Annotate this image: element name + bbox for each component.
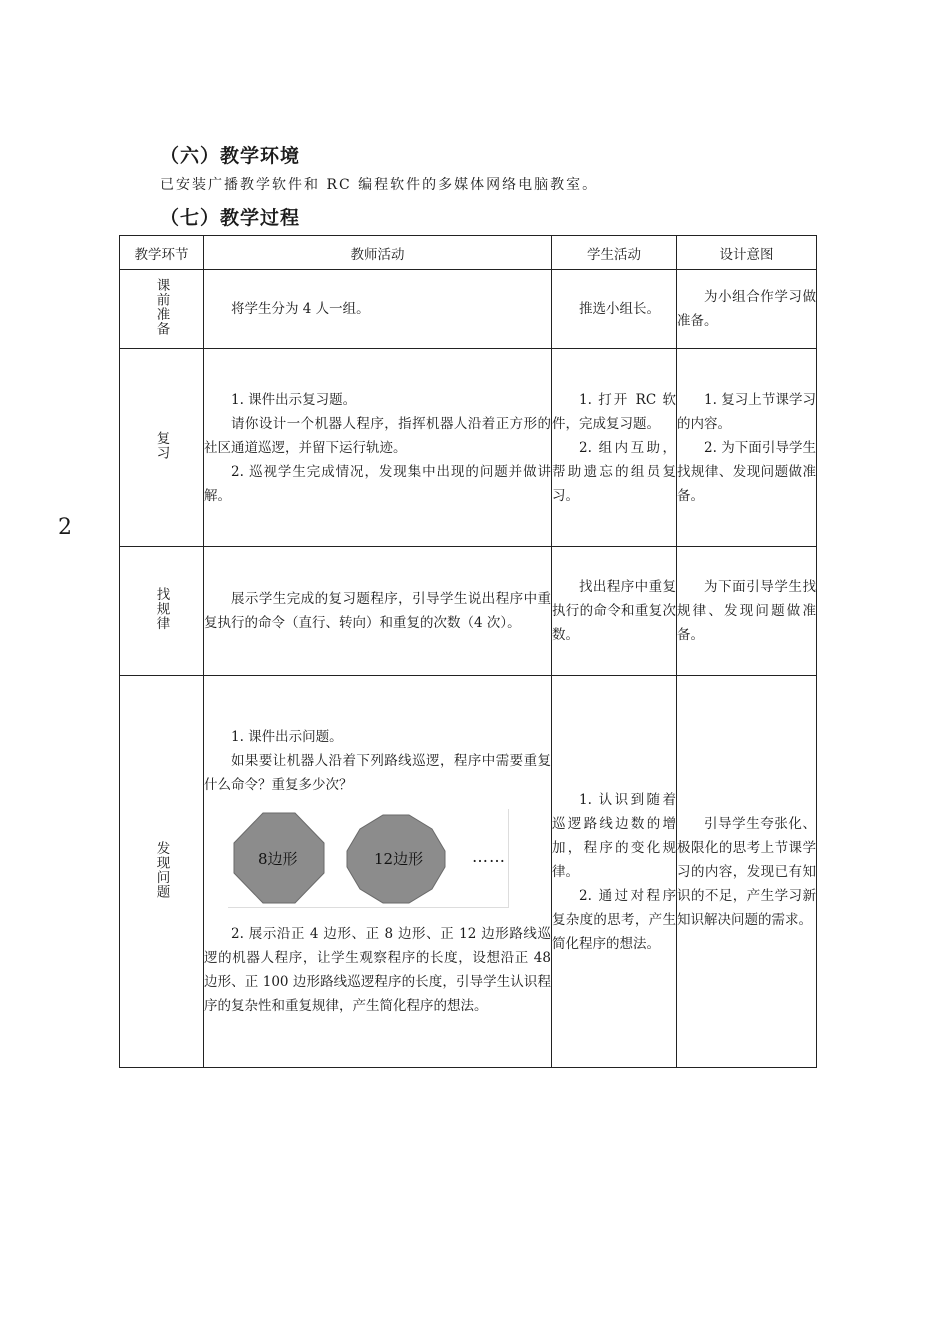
stage-cell [120, 547, 204, 676]
polygon-figure [228, 809, 509, 908]
teacher-paragraph: 1. 课件出示问题。 [231, 729, 343, 745]
student-paragraph: 推选小组长。 [579, 301, 660, 317]
stage-label: 课前准备 [153, 278, 170, 336]
table-row [120, 349, 817, 547]
design-intent-cell [677, 349, 817, 547]
dodecagon-label: 12边形 [374, 850, 424, 868]
stage-cell [120, 349, 204, 547]
student-activity-cell [552, 270, 677, 349]
header-student-activity: 学生活动 [552, 236, 677, 270]
teaching-process-table [119, 235, 817, 1068]
design-intent-cell [677, 270, 817, 349]
stage-cell [120, 676, 204, 1068]
table-row [120, 547, 817, 676]
stage-label: 找规律 [153, 587, 170, 631]
stage-cell [120, 270, 204, 349]
teacher-paragraph: 2. 展示沿正 4 边形、正 8 边形、正 12 边形路线巡逻的机器人程序，让学生观察程序的长度，设想沿正 48 边形、正 100 边形路线巡逻程序的长度，引导学生认识程序的复杂性和重复规律，产生简化程序的想法。 [204, 926, 551, 1014]
intent-paragraph: 引导学生夸张化、极限化的思考上节课学习的内容，发现已有知识的不足，产生学习新知识解决问题的需求。 [677, 815, 816, 928]
teacher-paragraph: 如果要让机器人沿着下列路线巡逻，程序中需要重复什么命令？重复多少次？ [204, 753, 551, 793]
table-row [120, 270, 817, 349]
student-activity-cell [552, 547, 677, 676]
student-activity-cell [552, 676, 677, 1068]
teacher-paragraph: 将学生分为 4 人一组。 [231, 301, 370, 317]
student-paragraph: 2. 组内互助，帮助遗忘的组员复习。 [552, 439, 676, 504]
stage-label: 发现问题 [153, 840, 170, 899]
intent-paragraph: 2. 为下面引导学生找规律、发现问题做准备。 [677, 439, 816, 504]
teacher-activity-cell [204, 676, 552, 1068]
header-design-intent: 设计意图 [677, 236, 817, 270]
intent-paragraph: 1. 复习上节课学习的内容。 [677, 391, 816, 432]
header-stage: 教学环节 [120, 236, 204, 270]
intent-paragraph: 为下面引导学生找规律、发现问题做准备。 [677, 579, 816, 643]
section-heading-environment: （六）教学环境 [160, 145, 301, 167]
teacher-activity-cell [204, 270, 552, 349]
student-paragraph: 1. 打开 RC 软件，完成复习题。 [552, 391, 676, 432]
student-activity-cell [552, 349, 677, 547]
student-paragraph: 1. 认识到随着巡逻路线边数的增加，程序的变化规律。 [552, 791, 676, 880]
design-intent-cell [677, 676, 817, 1068]
header-teacher-activity: 教师活动 [204, 236, 552, 270]
intent-paragraph: 为小组合作学习做准备。 [677, 289, 816, 329]
teacher-activity-cell [204, 547, 552, 676]
section-heading-process: （七）教学过程 [160, 207, 301, 229]
page-number: 2 [58, 515, 72, 540]
student-paragraph: 找出程序中重复执行的命令和重复次数。 [552, 579, 676, 643]
teacher-activity-cell [204, 349, 552, 547]
teacher-paragraph: 请你设计一个机器人程序，指挥机器人沿着正方形的社区通道巡逻，并留下运行轨迹。 [204, 415, 551, 456]
teacher-paragraph: 2. 巡视学生完成情况，发现集中出现的问题并做讲解。 [204, 463, 551, 504]
design-intent-cell [677, 547, 817, 676]
ellipsis: …… [472, 847, 506, 866]
table-header-row [120, 236, 817, 270]
environment-description: 已安装广播教学软件和 RC 编程软件的多媒体网络电脑教室。 [160, 177, 599, 193]
table-row [120, 676, 817, 1068]
teacher-paragraph: 1. 课件出示复习题。 [231, 391, 357, 408]
student-paragraph: 2. 通过对程序复杂度的思考，产生简化程序的想法。 [552, 887, 676, 952]
stage-label: 复习 [153, 431, 170, 460]
teacher-paragraph: 展示学生完成的复习题程序，引导学生说出程序中重复执行的命令（直行、转向）和重复的次数（4 次）。 [204, 591, 551, 631]
octagon-label: 8边形 [258, 850, 298, 868]
